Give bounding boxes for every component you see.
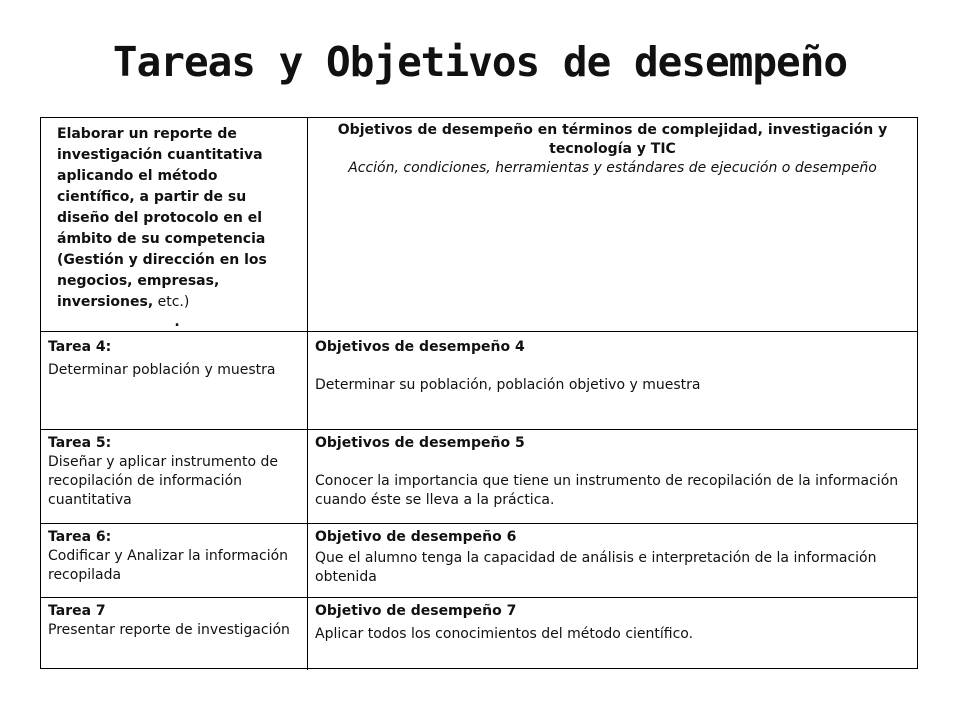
objective-cell bbox=[308, 524, 917, 597]
objective-title: Objetivos de desempeño 4 bbox=[315, 339, 525, 355]
task-title: Tarea 7 bbox=[48, 603, 106, 619]
objective-cell bbox=[308, 430, 917, 523]
objective-text: Conocer la importancia que tiene un instrumento de recopilación de la información cuando éste se lleva a la práctica. bbox=[315, 473, 899, 508]
task-text: Determinar población y muestra bbox=[48, 362, 276, 378]
objective-text: Determinar su población, población objetivo y muestra bbox=[315, 377, 701, 393]
task-title: Tarea 6: bbox=[48, 529, 112, 545]
objective-cell bbox=[308, 332, 917, 429]
table-row bbox=[41, 598, 917, 670]
objective-title: Objetivo de desempeño 6 bbox=[315, 529, 517, 545]
task-cell bbox=[41, 332, 308, 429]
task-text: Codificar y Analizar la información recopilada bbox=[48, 548, 289, 583]
header-objective-title: Objetivos de desempeño en términos de complejidad, investigación y tecnología y TIC bbox=[337, 122, 888, 157]
task-text: Diseñar y aplicar instrumento de recopilación de información cuantitativa bbox=[48, 454, 279, 508]
task-cell bbox=[41, 430, 308, 523]
task-cell bbox=[41, 524, 308, 597]
header-task-suffix: etc.) bbox=[153, 294, 190, 310]
task-text: Presentar reporte de investigación bbox=[48, 622, 290, 638]
header-task-cell bbox=[41, 118, 308, 331]
page-title: Tareas y Objetivos de desempeño bbox=[112, 38, 848, 86]
header-task-dot: . bbox=[174, 314, 180, 330]
table-row bbox=[41, 430, 917, 524]
task-title: Tarea 4: bbox=[48, 339, 112, 355]
header-objective-cell bbox=[308, 118, 917, 331]
task-cell bbox=[41, 598, 308, 670]
table-header-row bbox=[41, 118, 917, 332]
table-row bbox=[41, 524, 917, 598]
tasks-objectives-table bbox=[40, 117, 918, 669]
objective-title: Objetivo de desempeño 7 bbox=[315, 603, 517, 619]
objective-title: Objetivos de desempeño 5 bbox=[315, 435, 525, 451]
objective-cell bbox=[308, 598, 917, 670]
header-objective-subtitle: Acción, condiciones, herramientas y estándares de ejecución o desempeño bbox=[348, 160, 877, 176]
objective-text: Aplicar todos los conocimientos del método científico. bbox=[315, 626, 694, 642]
task-title: Tarea 5: bbox=[48, 435, 112, 451]
table-row bbox=[41, 332, 917, 430]
header-task-description: Elaborar un reporte de investigación cuantitativa aplicando el método científico, a partir de su diseño del protocolo en el ámbito de su competencia (Gestión y dirección en los negocios, empresas, inversiones, bbox=[57, 126, 267, 310]
objective-text: Que el alumno tenga la capacidad de análisis e interpretación de la información obtenida bbox=[315, 550, 877, 585]
